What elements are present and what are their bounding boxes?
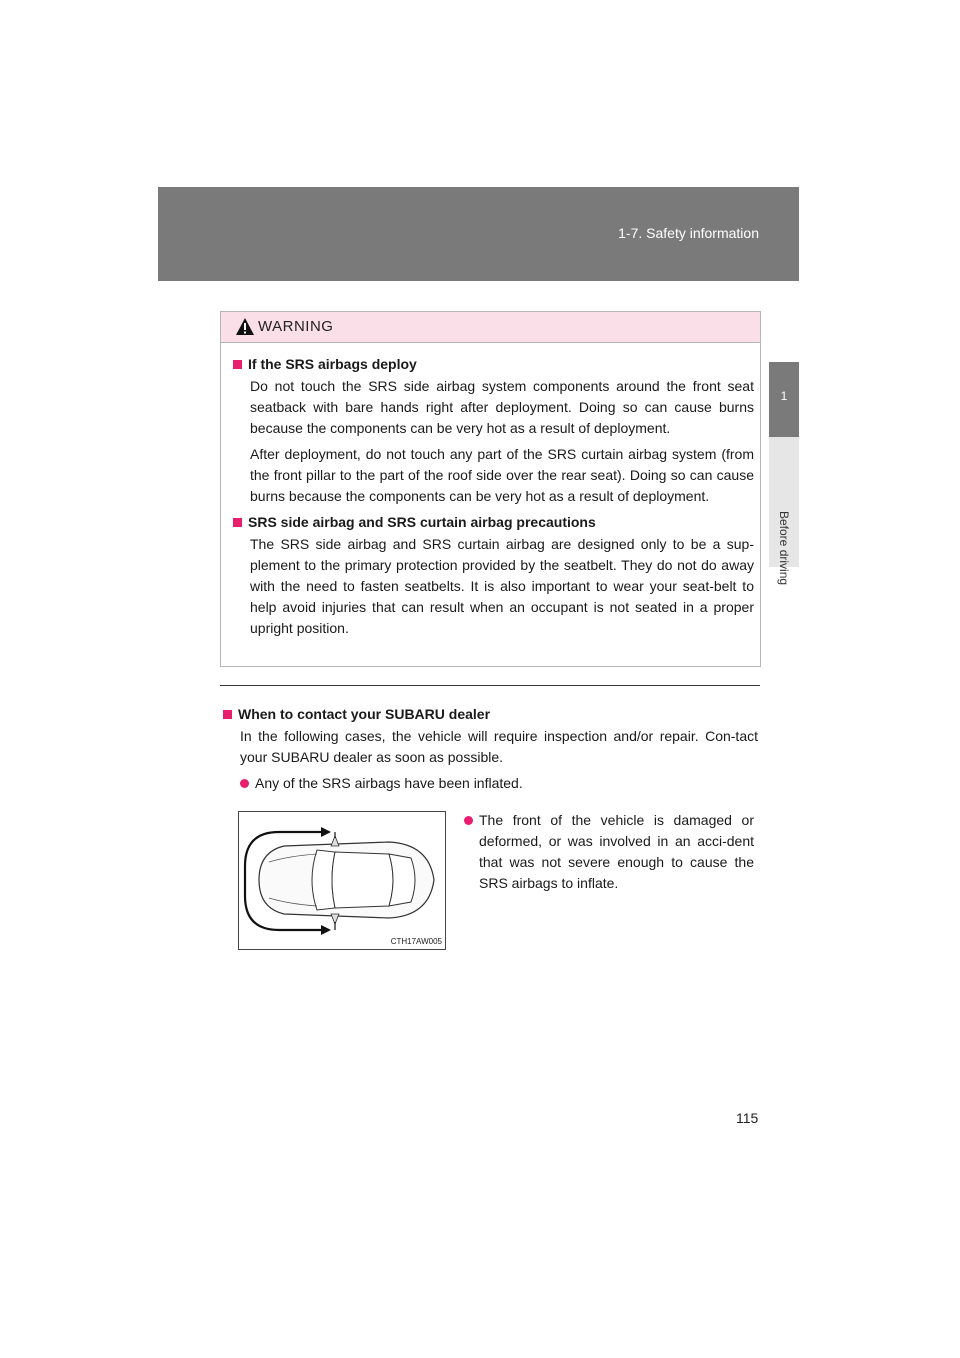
warning-box bbox=[220, 311, 761, 667]
warning-header bbox=[221, 312, 760, 343]
circle-bullet-icon bbox=[464, 816, 473, 825]
warning-triangle-icon bbox=[235, 317, 255, 336]
section-divider bbox=[220, 685, 760, 686]
dealer-heading: When to contact your SUBARU dealer bbox=[223, 704, 758, 725]
car-top-view-icon bbox=[239, 812, 445, 949]
square-bullet-icon bbox=[233, 518, 242, 527]
list-item: Any of the SRS airbags have been inflated. bbox=[223, 773, 758, 794]
warning-title: WARNING bbox=[258, 318, 334, 335]
warning-body bbox=[221, 343, 760, 639]
car-diagram-figure bbox=[238, 811, 446, 950]
section-title: 1-7. Safety information bbox=[618, 225, 759, 241]
chapter-label: Before driving bbox=[777, 511, 791, 586]
chapter-number: 1 bbox=[780, 389, 788, 403]
page-number: 115 bbox=[736, 1110, 759, 1126]
header-band bbox=[158, 187, 799, 281]
warning-paragraph: The SRS side airbag and SRS curtain airbag are designed only to be a sup-plement to the primary protection provided by the seatbelt. They do not do away with the need to fasten seatbelts. It is also important to wear your seat-belt to help avoid injuries that can result when an occupant is not seated in a proper upright position. bbox=[250, 536, 754, 636]
chapter-tab bbox=[769, 362, 799, 437]
list-item: The front of the vehicle is damaged or deformed, or was involved in an acci-dent that was not severe enough to cause the SRS airbags to inflate. bbox=[464, 810, 754, 894]
chapter-label-tab bbox=[769, 437, 799, 586]
figure-code: CTH17AW005 bbox=[390, 937, 442, 946]
square-bullet-icon bbox=[223, 710, 232, 719]
warning-item-heading: If the SRS airbags deploy bbox=[233, 354, 754, 375]
dealer-section bbox=[223, 703, 758, 794]
dealer-intro: In the following cases, the vehicle will require inspection and/or repair. Con-tact your SUBARU dealer as soon as possible. bbox=[240, 728, 758, 765]
circle-bullet-icon bbox=[240, 779, 249, 788]
warning-item-heading: SRS side airbag and SRS curtain airbag precautions bbox=[233, 512, 754, 533]
warning-paragraph: After deployment, do not touch any part of the SRS curtain airbag system (from the front pillar to the part of the roof side over the rear seat). Doing so can cause burns because the components can be very hot as a result of deployment. bbox=[250, 446, 754, 504]
square-bullet-icon bbox=[233, 360, 242, 369]
warning-paragraph: Do not touch the SRS side airbag system components around the front seat seatback with bare hands right after deployment. Doing so can cause burns because the components can be very hot as a result of deployment. bbox=[250, 378, 754, 436]
